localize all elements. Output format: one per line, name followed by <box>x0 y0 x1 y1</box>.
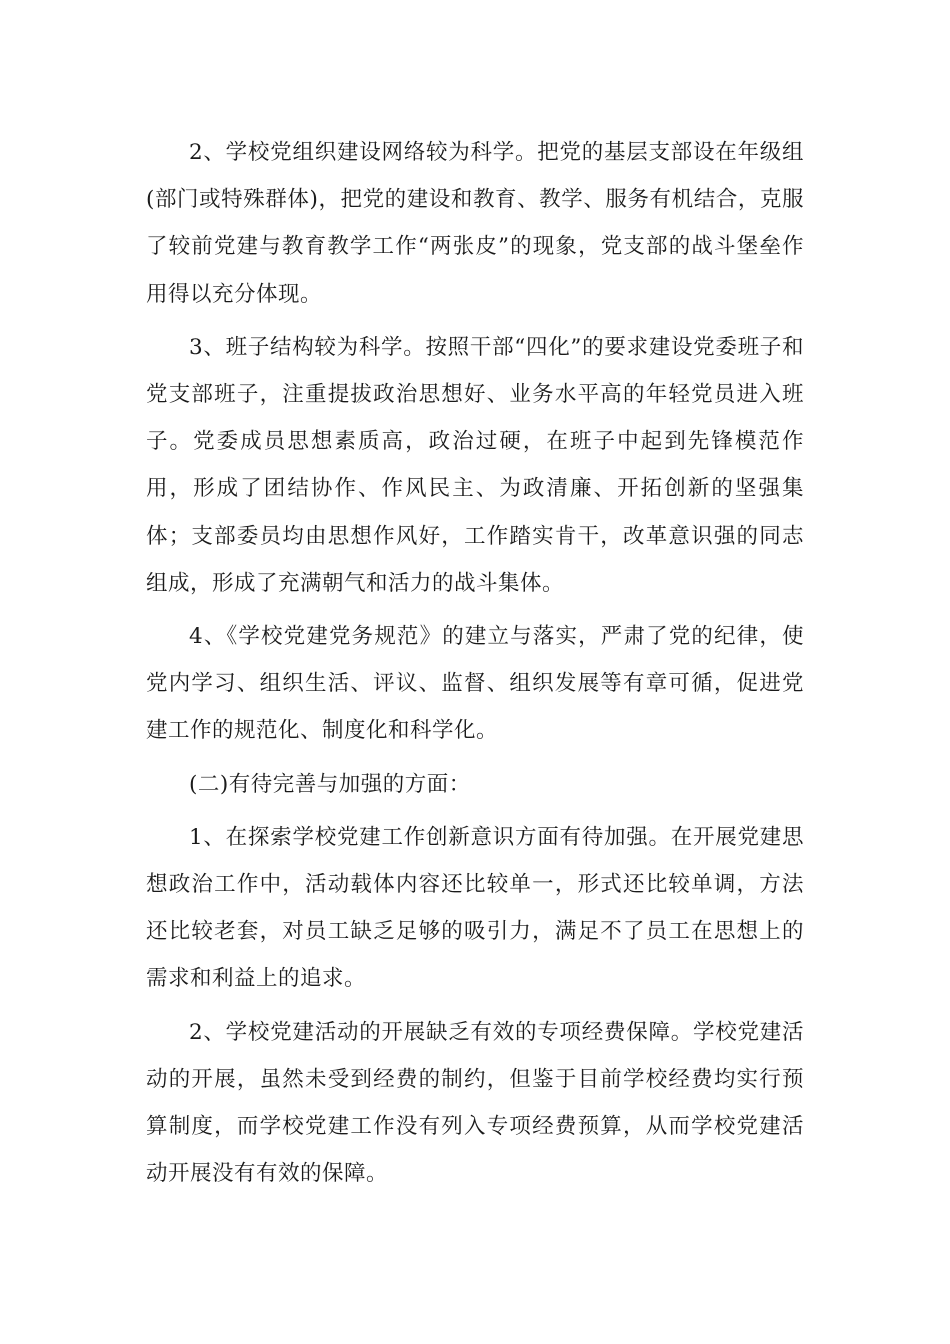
paragraph-funding: 2、学校党建活动的开展缺乏有效的专项经费保障。学校党建活动的开展，虽然未受到经费的制约，但鉴于目前学校经费均实行预算制度，而学校党建工作没有列入专项经费预算，从而学校党建活动开展没有有效的保障。 <box>146 1019 804 1187</box>
document-body <box>146 129 804 1203</box>
paragraph-party-norms: 4、《学校党建党务规范》的建立与落实，严肃了党的纪律，使党内学习、组织生活、评议、监督、组织发展等有章可循，促进党建工作的规范化、制度化和科学化。 <box>146 624 804 744</box>
section-heading-improvements: (二)有待完善与加强的方面： <box>189 771 471 797</box>
paragraph-party-network: 2、学校党组织建设网络较为科学。把党的基层支部设在年级组(部门或特殊群体)，把党的建设和教育、教学、服务有机结合，克服了较前党建与教育教学工作“两张皮”的现象，党支部的战斗堡垒作用得以充分体现。 <box>146 140 804 307</box>
paragraph-team-structure: 3、班子结构较为科学。按照干部“四化”的要求建设党委班子和党支部班子，注重提拔政治思想好、业务水平高的年轻党员进入班子。党委成员思想素质高，政治过硬，在班子中起到先锋模范作用，形成了团结协作、作风民主、为政清廉、开拓创新的坚强集体；支部委员均由思想作风好，工作踏实肯干，改革意识强的同志组成，形成了充满朝气和活力的战斗集体。 <box>146 334 804 596</box>
paragraph-innovation: 1、在探索学校党建工作创新意识方面有待加强。在开展党建思想政治工作中，活动载体内容还比较单一，形式还比较单调，方法还比较老套，对员工缺乏足够的吸引力，满足不了员工在思想上的需求和利益上的追求。 <box>146 824 804 992</box>
